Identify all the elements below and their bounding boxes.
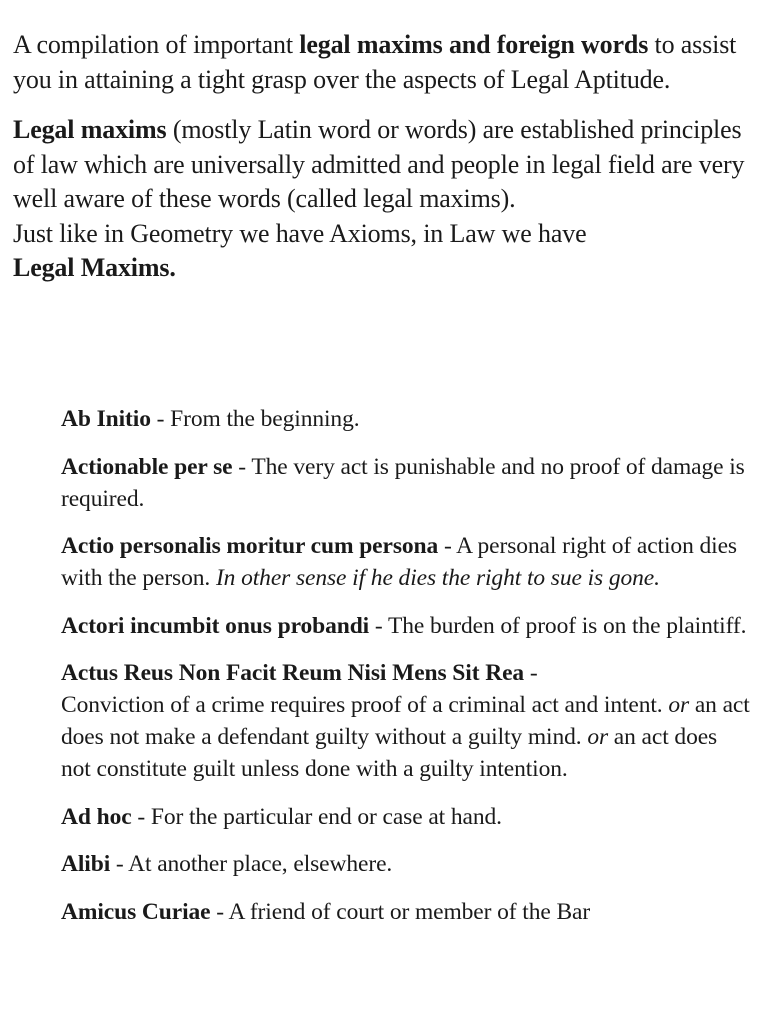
maxim-definition: A friend of court or member of the Bar: [228, 898, 591, 925]
maxim-term: Ad hoc: [61, 803, 132, 830]
intro-text: A compilation of important: [13, 30, 300, 59]
maxim-entry: [61, 530, 751, 594]
maxim-definition: The very act is punishable and no proof of damage is required.: [61, 453, 745, 512]
intro-bold-phrase: legal maxims and foreign words: [299, 30, 649, 59]
maxim-term: Alibi: [61, 851, 111, 877]
maxim-definition: From the beginning.: [170, 406, 360, 432]
intro-section: [13, 28, 753, 286]
maxim-definition: Conviction of a crime requires proof of a criminal act and intent.: [61, 692, 669, 718]
axioms-text: Just like in Geometry we have Axioms, in Law we have: [13, 218, 587, 248]
maxim-term: Amicus Curiae: [61, 898, 211, 925]
maxim-separator: -: [110, 851, 129, 877]
maxim-term: Actionable per se: [61, 453, 233, 480]
maxim-definition: The burden of proof is on the plaintiff.: [387, 612, 747, 639]
maxims-list: [61, 403, 751, 943]
intro-paragraph: [13, 28, 753, 97]
intro-text: to assist you in attaining a tight grasp over the aspects of Legal Aptitude.: [13, 30, 737, 94]
maxim-term: Actio personalis moritur cum persona: [61, 533, 439, 559]
maxim-entry: [61, 610, 751, 642]
maxim-entry: [61, 848, 751, 880]
maxim-separator: -: [369, 612, 388, 639]
maxim-entry: [61, 451, 751, 515]
maxim-term: Ab Initio: [61, 406, 151, 432]
legal-maxims-term: Legal maxims: [13, 115, 167, 144]
maxim-entry: [61, 403, 751, 435]
maxim-separator: -: [150, 406, 171, 432]
maxim-or: or: [668, 692, 690, 718]
maxim-separator: -: [232, 453, 252, 480]
legal-maxims-term: Legal Maxims.: [13, 253, 176, 282]
maxim-term: Actori incumbit onus probandi: [61, 612, 370, 639]
maxim-definition: At another place, elsewhere.: [128, 851, 393, 877]
maxim-term: Actus Reus Non Facit Reum Nisi Mens Sit Rea: [61, 660, 525, 686]
maxim-separator: -: [524, 660, 538, 686]
maxim-separator: -: [438, 533, 457, 559]
maxim-separator: -: [131, 803, 151, 830]
maxim-separator: -: [210, 898, 229, 925]
maxim-definition: an act does not make a defendant guilty without a guilty mind.: [61, 692, 750, 750]
maxim-definition: A personal right of action dies with the person.: [61, 533, 737, 591]
maxim-entry: [61, 896, 751, 928]
maxim-definition: For the particular end or case at hand.: [150, 803, 502, 830]
maxim-definition: an act does not constitute guilt unless done with a guilty intention.: [61, 724, 718, 782]
maxim-entry: [61, 801, 751, 833]
maxim-entry: [61, 657, 751, 785]
maxim-or: or: [587, 724, 609, 750]
definition-text: (mostly Latin word or words) are established principles of law which are universally admitted and people in legal field are very well aware of these words (called legal maxims).: [13, 115, 745, 213]
legal-maxims-definition: [13, 113, 753, 286]
maxim-italic-note: In other sense if he dies the right to sue is gone.: [215, 565, 660, 591]
